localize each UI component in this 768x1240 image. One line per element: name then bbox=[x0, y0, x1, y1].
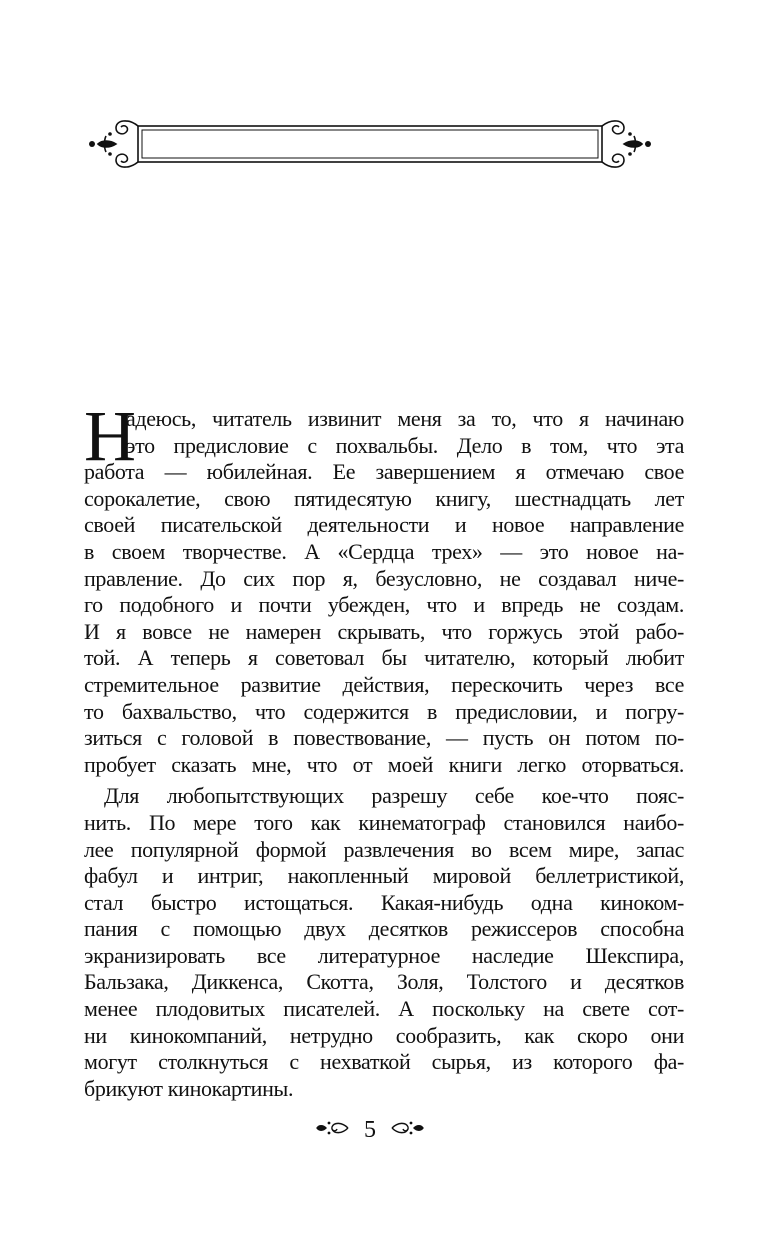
paragraph-1-line-10: той. А теперь я советовал бы читателю, который любит bbox=[84, 645, 684, 671]
flourish-right-icon bbox=[390, 1118, 424, 1143]
paragraph-1-line-6: в своем творчестве. А «Сердца трех» — это новое на- bbox=[84, 538, 684, 564]
paragraph-1-line-4: сорокалетие, свою пятидесятую книгу, шестнадцать лет bbox=[84, 485, 684, 511]
left-scroll-icon bbox=[89, 121, 138, 167]
paragraph-1-line-2: это предисловие с похвальбы. Дело в том, что эта bbox=[126, 432, 684, 458]
paragraph-2-line-4: фабул и интриг, накопленный мировой беллетристикой, bbox=[84, 863, 684, 889]
paragraph-2-line-6: пания с помощью двух десятков режиссеров способна bbox=[84, 916, 684, 942]
paragraph-1-line-9: И я вовсе не намерен скрывать, что горжусь этой рабо- bbox=[84, 618, 684, 644]
right-scroll-icon bbox=[602, 121, 651, 167]
paragraph-1-line-14: пробует сказать мне, что от моей книги легко оторваться. bbox=[84, 751, 684, 777]
paragraph-1-line-8: го подобного и почти убежден, что и впредь не создам. bbox=[84, 592, 684, 618]
flourish-left-icon bbox=[316, 1118, 350, 1143]
paragraph-2-line-3: лее популярной формой развлечения во всем мире, запас bbox=[84, 836, 684, 862]
paragraph-1-line-11: стремительное развитие действия, перескочить через все bbox=[84, 671, 684, 697]
paragraph-2-line-5: стал быстро истощаться. Какая-нибудь одна киноком- bbox=[84, 889, 684, 915]
drop-cap: Н bbox=[84, 396, 136, 476]
paragraph-2-line-7: экранизировать все литературное наследие Шекспира, bbox=[84, 942, 684, 968]
paragraph-1-line-13: зиться с головой в повествование, — пусть он потом по- bbox=[84, 725, 684, 751]
page-footer bbox=[300, 1112, 440, 1148]
body-text bbox=[84, 396, 684, 1102]
paragraph-2-line-12: брикуют кинокартины. bbox=[84, 1075, 294, 1101]
paragraph-1-line-1: адеюсь, читатель извинит меня за то, что я начинаю bbox=[126, 406, 684, 431]
header-ornament-icon bbox=[80, 112, 660, 174]
paragraph-2-line-11: могут столкнуться с нехваткой сырья, из которого фа- bbox=[84, 1049, 684, 1075]
paragraph-1-line-7: правление. До сих пор я, безусловно, не создавал ниче- bbox=[84, 565, 684, 591]
paragraph-2-line-1: Для любопытствующих разрешу себе кое-что пояс- bbox=[104, 783, 684, 809]
paragraph-1-line-5: своей писательской деятельности и новое направление bbox=[84, 512, 684, 538]
paragraph-2-line-8: Бальзака, Диккенса, Скотта, Золя, Толстого и десятков bbox=[84, 969, 684, 995]
paragraph-2-line-10: ни кинокомпаний, нетрудно сообразить, как скоро они bbox=[84, 1022, 684, 1048]
paragraph-2-line-2: нить. По мере того как кинематограф становился наибо- bbox=[84, 809, 684, 835]
paragraph-2-line-9: менее плодовитых писателей. А поскольку на свете сот- bbox=[84, 996, 684, 1022]
paragraph-1-line-12: то бахвальство, что содержится в предисловии, и погру- bbox=[84, 698, 684, 724]
paragraph-1-line-3: работа — юбилейная. Ее завершением я отмечаю свое bbox=[84, 459, 684, 485]
page-number: 5 bbox=[364, 1117, 376, 1143]
